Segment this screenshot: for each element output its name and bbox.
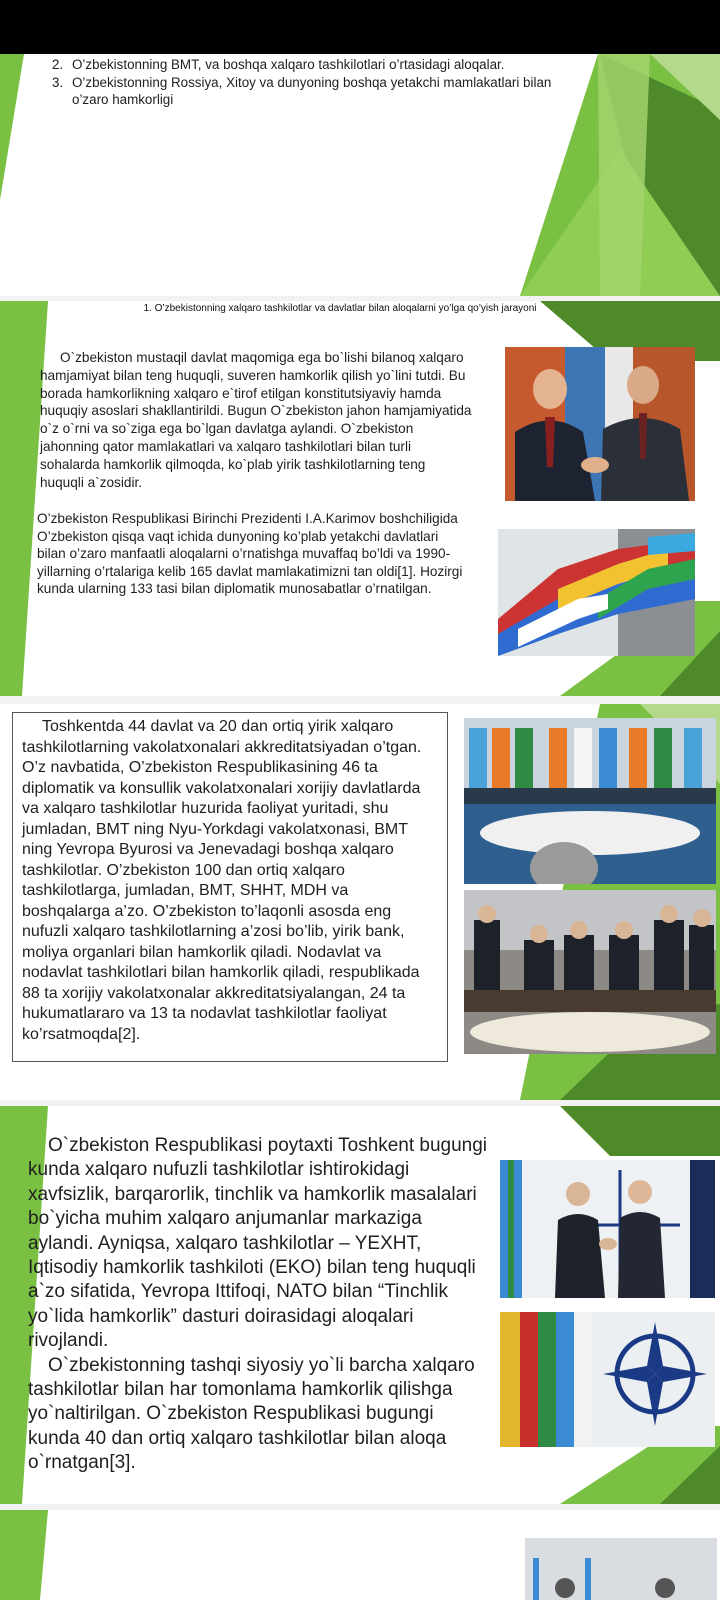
list-item: 3. O’zbekistonning Rossiya, Xitoy va dunyoning boshqa yetakchi mamlakatlari bilan o’zaro hamkorligi — [52, 74, 552, 107]
topics-list — [52, 56, 572, 109]
paragraph: O’zbekiston Respublikasi Birinchi Prezidenti I.A.Karimov boshchiligida O’zbekiston qisqa vaqt ichida dunyoning ko’plab yetakchi davlatlari bilan o’zaro manfaatli aloqalarni o’rnatishga muvaffaq bo’ldi va 1990-yillarning o’rtalariga kelib 165 davlat mamlakatimizni tan oldi[1]. Hozirgi kunda ularning 133 tasi bilan diplomatik munosabatlar o’rnatilgan. — [37, 511, 463, 597]
photo-delegation-meeting — [464, 890, 716, 1054]
slide-4 — [0, 1106, 720, 1504]
paragraph: O`zbekiston mustaqil davlat maqomiga ega bo`lishi bilanoq xalqaro hamjamiyat bilan teng huquqli, suveren hamkorlik qilish yo`lini tutdi. Bu borada hamkorlikning xalqaro e`tirof etilgan konstitutsiyaviy hamda huquqiy asoslari shakllantirildi. Bugun O`zbekiston jahon hamjamiyatida o`z o`rni va so`ziga ega bo`lgan davlatga aylandi. O`zbekiston jahonning qator mamlakatlari va xalqaro tashkilotlari bilan turli sohalarda hamkorlik qilmoqda, ko`plab yirik tashkilotlarning teng huquqli a`zosidir. — [40, 350, 472, 490]
slide-heading: 1. O’zbekistonning xalqaro tashkilotlar va davlatlar bilan aloqalarni yo’lga qo’yish jarayoni — [143, 303, 537, 314]
list-item: 2. O’zbekistonning BMT, va boshqa xalqaro tashkilotlari o’rtasidagi aloqalar. — [52, 57, 505, 72]
photo-flags — [498, 529, 695, 656]
photo-partial — [525, 1538, 717, 1600]
paragraph: O`zbekiston Respublikasi poytaxti Toshkent bugungi kunda xalqaro nufuzli tashkilotlar ishtirokidagi xavfsizlik, barqarorlik, tinchlik va hamkorlik masalalari bo`yicha muhim xalqaro anjumanlar markaziga aylandi. Ayniqsa, xalqaro tashkilotlar – YEXHT, Iqtisodiy hamkorlik tashkiloti (EKO) bilan teng huquqli a`zo sifatida, Yevropa Ittifoqi, NATO bilan “Tinchlik yo`lida hamkorlik” dasturi doirasidagi aloqalari rivojlandi. O`zbekistonning tashqi siyosiy yo`li barcha xalqaro tashkilotlar bilan har tomonlama hamkorlik qilishga yo`naltirilgan. O`zbekiston Respublikasi bugungi kunda 40 dan ortiq xalqaro tashkilotlar bilan aloqa o`rnatgan[3]. — [28, 1135, 488, 1474]
slide-2 — [0, 301, 720, 696]
slide-3 — [0, 704, 720, 1100]
top-status-bar — [0, 0, 720, 54]
photo-handshake-un — [505, 347, 695, 501]
slide-5 — [0, 1510, 720, 1600]
photo-nato-handshake — [500, 1160, 715, 1298]
text-box: Toshkentda 44 davlat va 20 dan ortiq yirik xalqaro tashkilotlarning vakolatxonalari akkreditatsiyadan o’tgan. O’z navbatida, O’zbekiston Respublikasining 46 ta diplomatik va konsullik vakolatxonalari xorijiy davlatlarda va xalqaro tashkilotlar huzurida faoliyat yuritadi, shu jumladan, BMT ning Nyu-Yorkdagi vakolatxonasi, BMT ning Yevropa Byurosi va Jenevadagi boshqa xalqaro tashkilotlar. O’zbekiston 100 dan ortiq xalqaro tashkilotlarga, jumladan, BMT, SHHT, MDH va boshqalarga a’zo. O’zbekiston to’laqonli asosda eng nufuzli xalqaro tashkilotlarning a’zosi bo’lib, yirik bank, moliya organlari bilan hamkorlik qiladi. Nodavlat va nodavlat tashkilotlari bilan hamkorlik qiladi, respublikada 88 ta xorijiy vakolatxonalar akkreditatsiyalangan, 24 ta hukumatlararo va 13 ta nodavlat tashkilotlar faoliyat ko’rsatmoqda[2]. — [12, 712, 448, 1062]
photo-summit-hall — [464, 718, 716, 884]
photo-nato-emblem — [500, 1312, 715, 1447]
